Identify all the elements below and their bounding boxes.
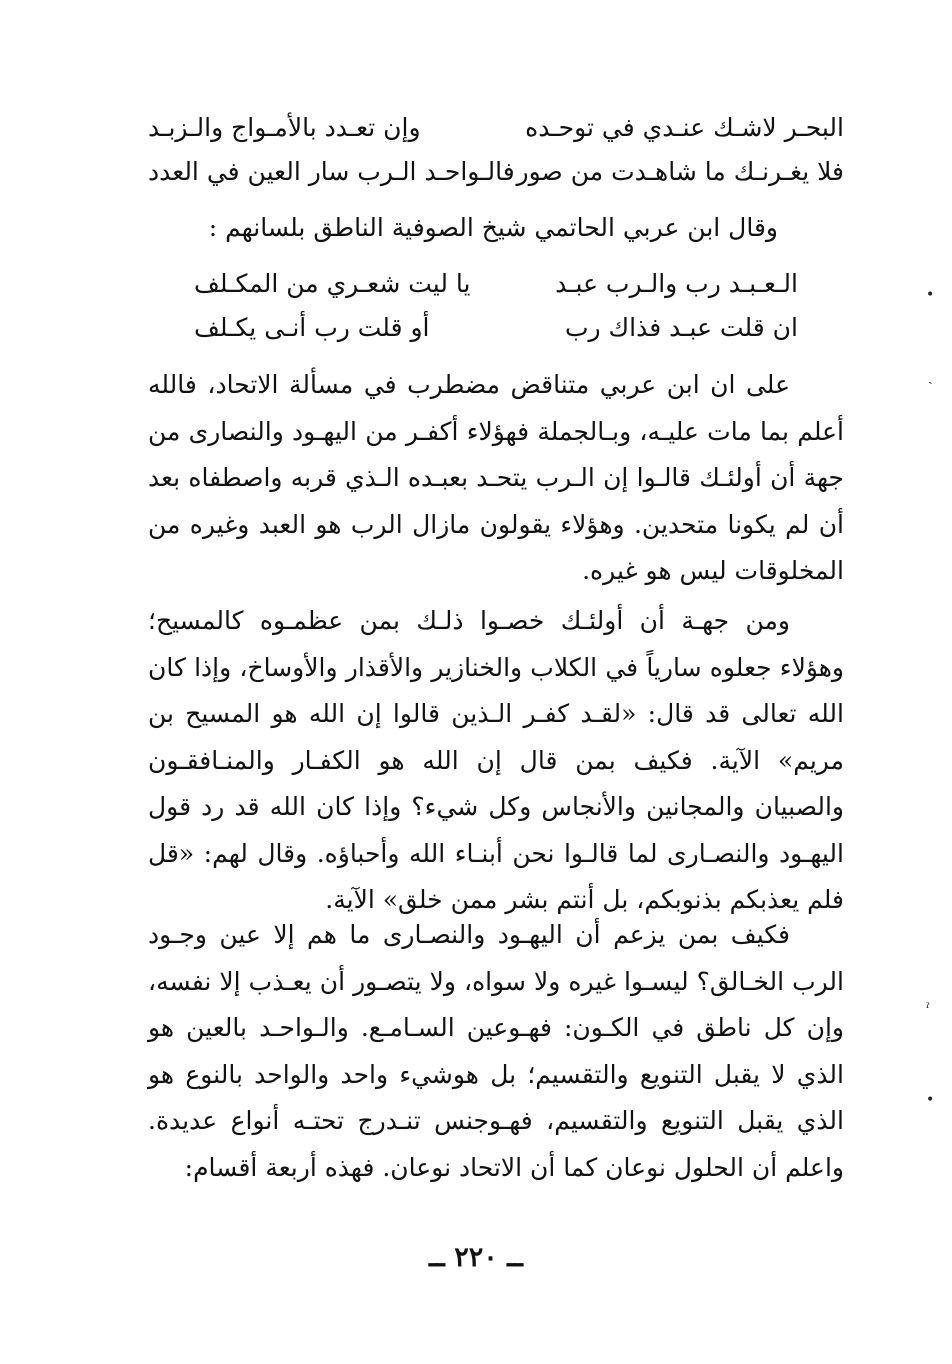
verse-line (194, 262, 798, 306)
verse-second-hemistich: أو قلت رب أنـى يكـلف (194, 313, 430, 342)
verse-first-hemistich: فلا يغـرنـك ما شاهـدت من صور (516, 157, 844, 186)
verse-second-hemistich: وإن تعـدد بالأمـواج والـزبـد (148, 113, 421, 142)
body-paragraph: على ان ابن عربي متناقض مضطرب في مسألة الاتحاد، فالله أعلم بما مات عليـه، وبـالجملة فهؤلاء أكفـر من اليهـود والنصارى من جهة أن أولئـك قالـوا إن الـرب يتحـد بعبـده الـذي قربه واصطفاه بعد أن لم يكونا متحدين. وهؤلاء يقولون مازال الرب هو العبد وغيره من المخلوقات ليس هو غيره. (148, 370, 844, 585)
margin-speck: • (926, 287, 935, 303)
margin-speck: • (926, 1092, 935, 1108)
verse-first-hemistich: ان قلت عبـد فذاك رب (564, 313, 798, 342)
body-paragraph: ومن جهـة أن أولئـك خصـوا ذلـك بمن عظمـوه كالمسيح؛ وهؤلاء جعلوه سارياً في الكلاب والخنازير والأقذار والأوساخ، وإذا كان الله تعالى قد قال: «لقـد كفـر الـذين قالوا إن الله هو المسيح بن مريم» الآية. فكيف بمن قال إن الله هو الكفـار والمنـافقـون والصبيان والمجانين والأنجاس وكل شيء؟ وإذا كان الله قد رد قول اليهـود والنصـارى لما قالـوا نحن أبنـاء الله وأحباؤه. وقال لهم: «قل فلم يعذبكم بذنوبكم، بل أنتم بشر ممن خلق» الآية. (148, 606, 844, 914)
intro-line: وقال ابن عربي الحاتمي شيخ الصوفية الناطق بلسانهم : (208, 213, 778, 242)
page-number: ــ ٢٢٠ ــ (429, 1242, 523, 1273)
margin-speck: ˏ (928, 369, 933, 385)
verse-first-hemistich: البحـر لاشـك عنـدي في توحـده (525, 113, 844, 142)
verse-second-hemistich: يا ليت شعـري من المكـلف (194, 269, 471, 298)
verse-line (148, 150, 844, 194)
verse-line (148, 106, 844, 150)
body-paragraph: فكيف بمن يزعم أن اليهـود والنصـارى ما هم إلا عين وجـود الرب الخـالق؟ ليسـوا غيره ولا سواه، ولا يتصـور أن يعـذب إلا نفسه، وإن كل ناطق في الكـون: فهـوعين السـامـع. والـواحـد بالعين هو الذي لا يقبل التنويع والتقسيم؛ بل هوشيء واحد والواحد بالنوع هو الذي يقبل التنويع والتقسيم، فهـوجنس تنـدرج تحتـه أنواع عديدة. واعلم أن الحلول نوعان كما أن الاتحاد نوعان. فهذه أربعة أقسام: (148, 920, 844, 1182)
verse-first-hemistich: الـعـبـد رب والـرب عبـد (555, 269, 798, 298)
verse-second-hemistich: فالـواحـد الـرب سار العين في العدد (148, 157, 515, 186)
margin-speck: ˀ (926, 1001, 930, 1017)
verse-line (194, 306, 798, 350)
